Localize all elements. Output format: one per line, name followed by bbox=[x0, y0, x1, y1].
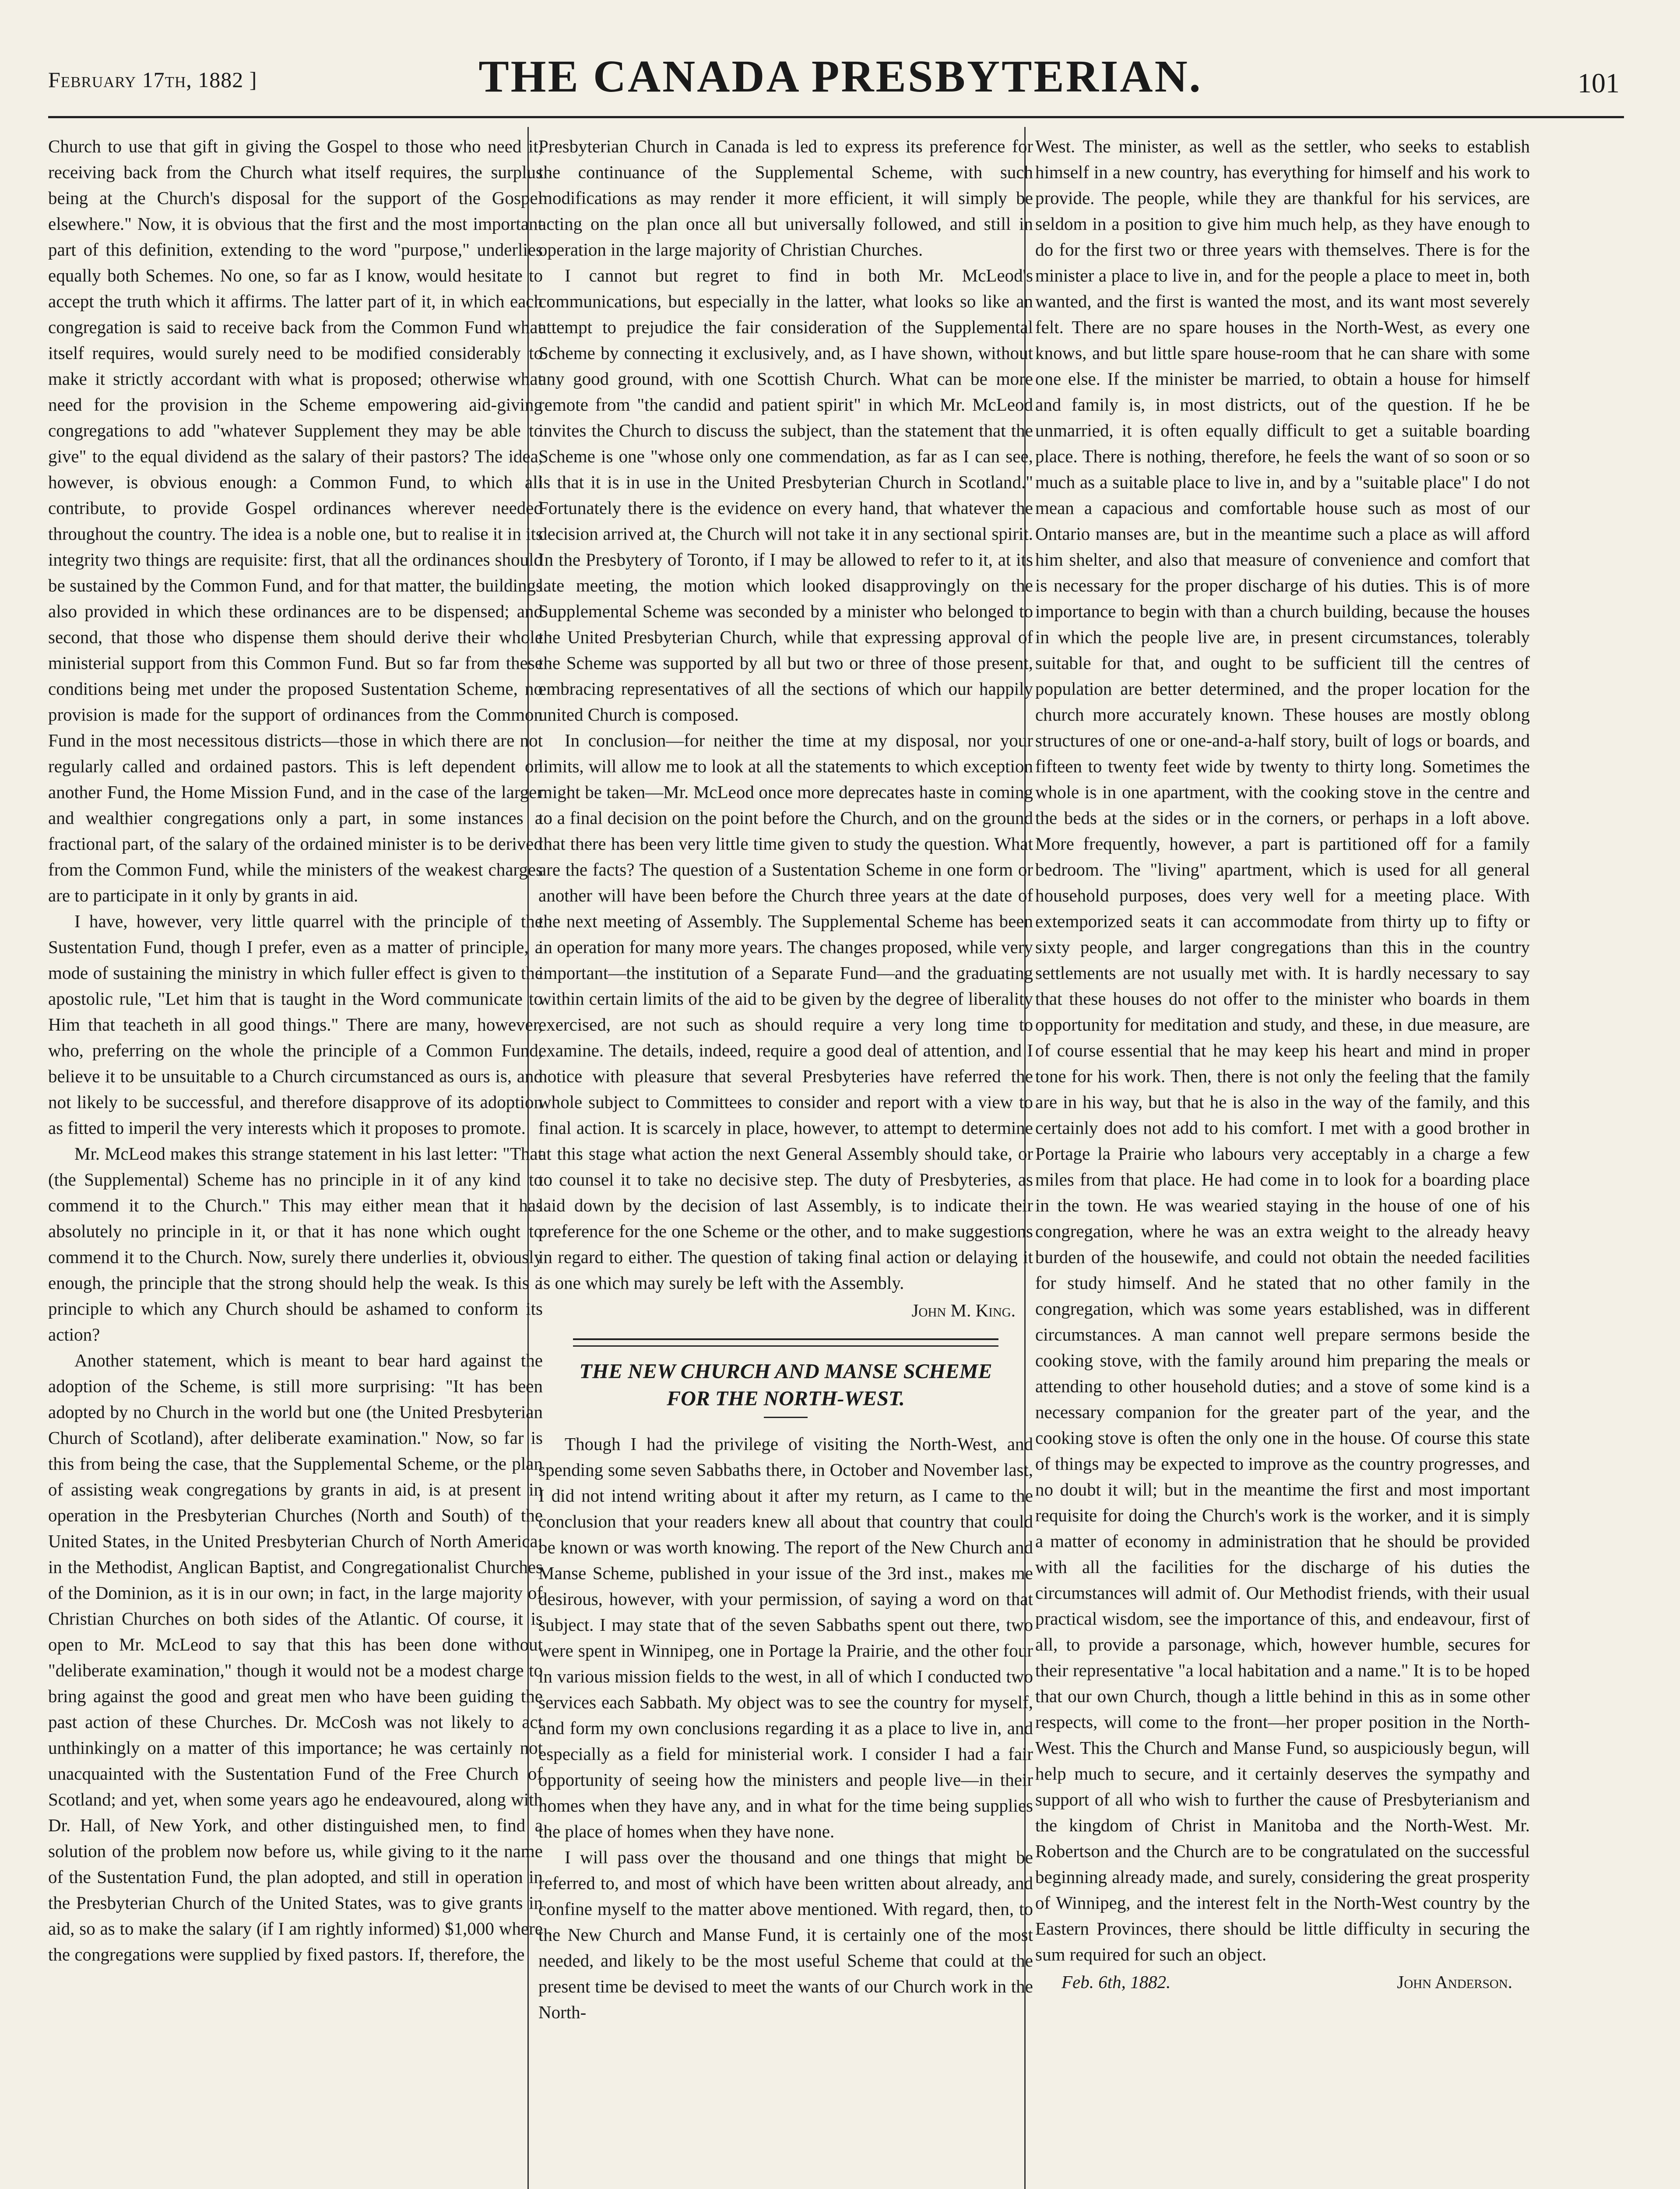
signature-line bbox=[1035, 1969, 1530, 1995]
paragraph: I cannot but regret to find in both Mr. McLeod's communications, but especially in the latter, what looks so like an attempt to prejudice the fair consideration of the Supplemental Scheme by connecting it exclusively, and, as I have shown, without any good ground, with one Scottish Church. What can be more remote from "the candid and patient spirit" in which Mr. McLeod invites the Church to discuss the subject, than the statement that the Scheme is one "whose only one commendation, as far as I can see, is that it is in use in the United Presbyterian Church in Scotland." Fortunately there is the evidence on every hand, that whatever the decision arrived at, the Church will not take it in any sectional spirit. In the Presbytery of Toronto, if I may be allowed to refer to it, at its late meeting, the motion which looked disapprovingly on the Supplemental Scheme was seconded by a minister who belonged to the United Presbyterian Church, while that expressing approval of the Scheme was supported by all but two or three of those present, embracing representatives of all the sections of which our happily united Church is composed. bbox=[538, 265, 1033, 725]
title-underline bbox=[764, 1417, 808, 1418]
paragraph: I will pass over the thousand and one things that might be referred to, and most of which have been written about already, and confine myself to the matter above mentioned. With regard, then, to the New Church and Manse Fund, it is certainly one of the most needed, and likely to be the most useful Scheme that could at the present time be devised to meet the wants of our Church work in the North- bbox=[538, 1847, 1033, 2022]
paragraph: I have, however, very little quarrel with the principle of the Sustentation Fund, though I prefer, even as a matter of principle, a mode of sustaining the ministry in which fuller effect is given to the apostolic rule, "Let him that is taught in the Word communicate to Him that teacheth in all good things." There are many, however, who, preferring on the whole the principle of a Common Fund, believe it to be unsuitable to a Church circumstanced as ours is, and not likely to be successful, and therefore disapprove of its adoption as fitted to imperil the very interests which it proposes to promote. bbox=[48, 911, 543, 1138]
header-rule bbox=[48, 116, 1624, 118]
section-title-line-1: THE NEW CHURCH AND MANSE SCHEME bbox=[579, 1360, 992, 1383]
paragraph: In conclusion—for neither the time at my disposal, nor your limits, will allow me to look at all the statements to which exception might be taken—Mr. McLeod once more deprecates haste in coming to a final decision on the point before the Church, and on the ground that there has been very little time given to study the question. What are the facts? The question of a Sustentation Scheme in one form or another will have been before the Church three years at the date of the next meeting of Assembly. The Supplemental Scheme has been in operation for many more years. The changes proposed, while very important—the institution of a Separate Fund—and the graduating within certain limits of the aid to be given by the degree of liberality exercised, are not such as should require a very long time to examine. The details, indeed, require a good deal of attention, and I notice with pleasure that several Presbyteries have referred the whole subject to Committees to consider and report with a view to final action. It is scarcely in place, however, to attempt to determine at this stage what action the next General Assembly should take, or to counsel it to take no decisive step. The duty of Presbyteries, as laid down by the decision of last Assembly, is to indicate their preference for the one Scheme or the other, and to make suggestions in regard to either. The question of taking final action or delaying it is one which may surely be left with the Assembly. bbox=[538, 730, 1033, 1293]
paragraph: Mr. McLeod makes this strange statement in his last letter: "That (the Supplemental) Scheme has no principle in it of any kind to commend it to the Church." This may either mean that it has absolutely no principle in it, or that it has none which ought to commend it to the Church. Now, surely there underlies it, obviously enough, the principle that the strong should help the weak. Is this a principle to which any Church should be ashamed to conform its action? bbox=[48, 1144, 543, 1344]
section-title bbox=[538, 1358, 1033, 1412]
page-header bbox=[48, 50, 1633, 116]
paragraph: Another statement, which is meant to bear hard against the adoption of the Scheme, is still more surprising: "It has been adopted by no Church in the world but one (the United Presbyterian Church of Scotland), after deliberate examination." Now, so far is this from being the case, that the Supplemental Scheme, or the plan of assisting weak congregations by grants in aid, is at present in operation in the Presbyterian Churches (North and South) of the United States, in the United Presbyterian Church of North America; in the Methodist, Anglican Baptist, and Congregationalist Churches of the Dominion, as it is in our own; in fact, in the large majority of Christian Churches on both sides of the Atlantic. Of course, it is open to Mr. McLeod to say that this has been done without "deliberate examination," though it would not be a modest charge to bring against the good and great men who have been guiding the past action of these Churches. Dr. McCosh was not likely to act unthinkingly on a matter of this importance; he was certainly not unacquainted with the Sustentation Fund of the Free Church of Scotland; and yet, when some years ago he endeavoured, along with Dr. Hall, of New York, and other distinguished men, to find a solution of the problem now before us, while giving to it the name of the Sustentation Fund, the plan adopted, and still in operation in the Presbyterian Church of the United States, was to give grants in aid, so as to make the salary (if I am rightly informed) $1,000 where the congregations were supplied by fixed pastors. If, therefore, the bbox=[48, 1350, 543, 1964]
paragraph: Though I had the privilege of visiting the North-West, and spending some seven Sabbaths there, in October and November last, I did not intend writing about it after my return, as I came to the conclusion that your readers knew all about that country that could be known or was worth knowing. The report of the New Church and Manse Scheme, published in your issue of the 3rd inst., makes me desirous, however, with your permission, of saying a word on that subject. I may state that of the seven Sabbaths spent out there, two were spent in Winnipeg, one in Portage la Prairie, and the other four in various mission fields to the west, in all of which I conducted two services each Sabbath. My object was to see the country for myself, and form my own conclusions regarding it as a place to live in, and especially as a field for ministerial work. I consider I had a fair opportunity of seeing how the ministers and people live—in their homes when they have any, and in what for the time being supplies the place of homes when they have none. bbox=[538, 1434, 1033, 1841]
header-date: February 17th, 1882 ] bbox=[48, 67, 257, 92]
letter-date: Feb. 6th, 1882. bbox=[1061, 1972, 1171, 1992]
paragraph: Presbyterian Church in Canada is led to express its preference for the continuance of the Supplemental Scheme, with such modifications as may render it more efficient, it will simply be acting on the plan once all but universally followed, and still in operation in the large majority of Christian Churches. bbox=[538, 136, 1033, 260]
signature-king: John M. King. bbox=[911, 1300, 1016, 1320]
newspaper-title: THE CANADA PRESBYTERIAN. bbox=[478, 51, 1202, 102]
signature-line bbox=[538, 1298, 1033, 1323]
section-title-line-2: FOR THE NORTH-WEST. bbox=[667, 1387, 905, 1410]
paragraph: Church to use that gift in giving the Gospel to those who need it, receiving back from the Church what itself requires, the surplus being at the Church's disposal for the support of the Gospel elsewhere." Now, it is obvious that the first and the most important part of this definition, extending to the word "purpose," underlies equally both Schemes. No one, so far as I know, would hesitate to accept the truth which it affirms. The latter part of it, in which each congregation is said to receive back from the Common Fund what itself requires, would surely need to be modified considerably to make it strictly accordant with what is proposed; otherwise what need for the provision in the Scheme empowering aid-giving congregations to add "whatever Supplement they may be able to give" to the equal dividend as the salary of their pastors? The idea, however, is obvious enough: a Common Fund, to which all contribute, to provide Gospel ordinances wherever needed throughout the country. The idea is a noble one, but to realise it in its integrity two things are requisite: first, that all the ordinances should be sustained by the Common Fund, and for that matter, the buildings also provided in which these ordinances are to be dispensed; and second, that those who dispense them should derive their whole ministerial support from this Common Fund. But so far from these conditions being met under the proposed Sustentation Scheme, no provision is made for the support of ordinances from the Common Fund in the most necessitous districts—those in which there are not regularly called and ordained pastors. This is left dependent on another Fund, the Home Mission Fund, and in the case of the larger and wealthier congregations only a part, in some instances a fractional part, of the salary of the ordained minister is to be derived from the Common Fund, while the ministers of the weakest charges are to participate in it only by grants in aid. bbox=[48, 136, 543, 905]
signature-anderson: John Anderson. bbox=[1397, 1972, 1512, 1992]
section-divider bbox=[573, 1338, 998, 1347]
page-number: 101 bbox=[1578, 67, 1620, 99]
column-3 bbox=[1035, 134, 1530, 1995]
column-2 bbox=[538, 134, 1033, 2025]
column-1 bbox=[48, 134, 543, 1967]
paragraph: West. The minister, as well as the settler, who seeks to establish himself in a new country, has everything for himself and his work to provide. The people, while they are thankful for his services, are seldom in a position to give him much help, as they have enough to do for the first two or three years with themselves. There is for the minister a place to live in, and for the people a place to meet in, both wanted, and the first is wanted the most, and its want most severely felt. There are no spare houses in the North-West, as every one knows, and but little spare house-room that he can share with some one else. If the minister be married, to obtain a house for himself and family is, in most districts, out of the question. If he be unmarried, it is often equally difficult to get a suitable boarding place. There is nothing, therefore, he feels the want of so soon or so much as a suitable place to live in, and by a "suitable place" I do not mean a capacious and comfortable house such as most of our Ontario manses are, but in the meantime such a place as will afford him shelter, and also that measure of convenience and comfort that is necessary for the proper discharge of his duties. This is of more importance to begin with than a church building, because the houses in which the people live are, in present circumstances, tolerably suitable for that, and ought to be sufficient till the centres of population are better determined, and the proper location for the church more accurately known. These houses are mostly oblong structures of one or one-and-a-half story, built of logs or boards, and fifteen to twenty feet wide by twenty to thirty long. Sometimes the whole is in one apartment, with the cooking stove in the centre and the beds at the sides or in the corners, or perhaps in a loft above. More frequently, however, a part is partitioned off for a family bedroom. The "living" apartment, which is used for all general household purposes, does very well for a meeting place. With extemporized seats it can accommodate from thirty up to fifty or sixty people, and larger congregations than this in the country settlements are not usually met with. It is hardly necessary to say that these houses do not offer to the minister who boards in them opportunity for meditation and study, and these, in due measure, are of course essential that he may keep his heart and mind in proper tone for his work. Then, there is not only the feeling that the family are in his way, but that he is also in the way of the family, and this certainly does not add to his comfort. I met with a good brother in Portage la Prairie who labours very acceptably in a charge a few miles from that place. He had come in to look for a boarding place in the town. He was wearied staying in the house of one of his congregation, where he was an extra weight to the already heavy burden of the housewife, and could not obtain the needed facilities for study himself. And he stated that no other family in the congregation, which was some years established, was in different circumstances. A man cannot well prepare sermons beside the cooking stove, with the family around him preparing the meals or attending to other household duties; and a stove of some kind is a necessary companion for the greater part of the year, and the cooking stove is often the only one in the house. Of course this state of things may be expected to improve as the country progresses, and no doubt it will; but in the meantime the first and most important requisite for doing the Church's work is the worker, and it is simply a matter of economy in administration that he should be provided with all the facilities for the discharge of his duties the circumstances will admit of. Our Methodist friends, with their usual practical wisdom, see the importance of this, and endeavour, first of all, to provide a parsonage, which, however humble, secures for their representative "a local habitation and a name." It is to be hoped that our own Church, though a little behind in this as in some other respects, will come to the front—her proper position in the North-West. This the Church and Manse Fund, so auspiciously begun, will help much to secure, and it certainly deserves the sympathy and support of all who wish to further the cause of Presbyterianism and the kingdom of Christ in Manitoba and the North-West. Mr. Robertson and the Church are to be congratulated on the successful beginning already made, and surely, considering the great prosperity of Winnipeg, and the interest felt in the North-West country by the Eastern Provinces, there should be little difficulty in securing the sum required for such an object. bbox=[1035, 136, 1530, 1964]
